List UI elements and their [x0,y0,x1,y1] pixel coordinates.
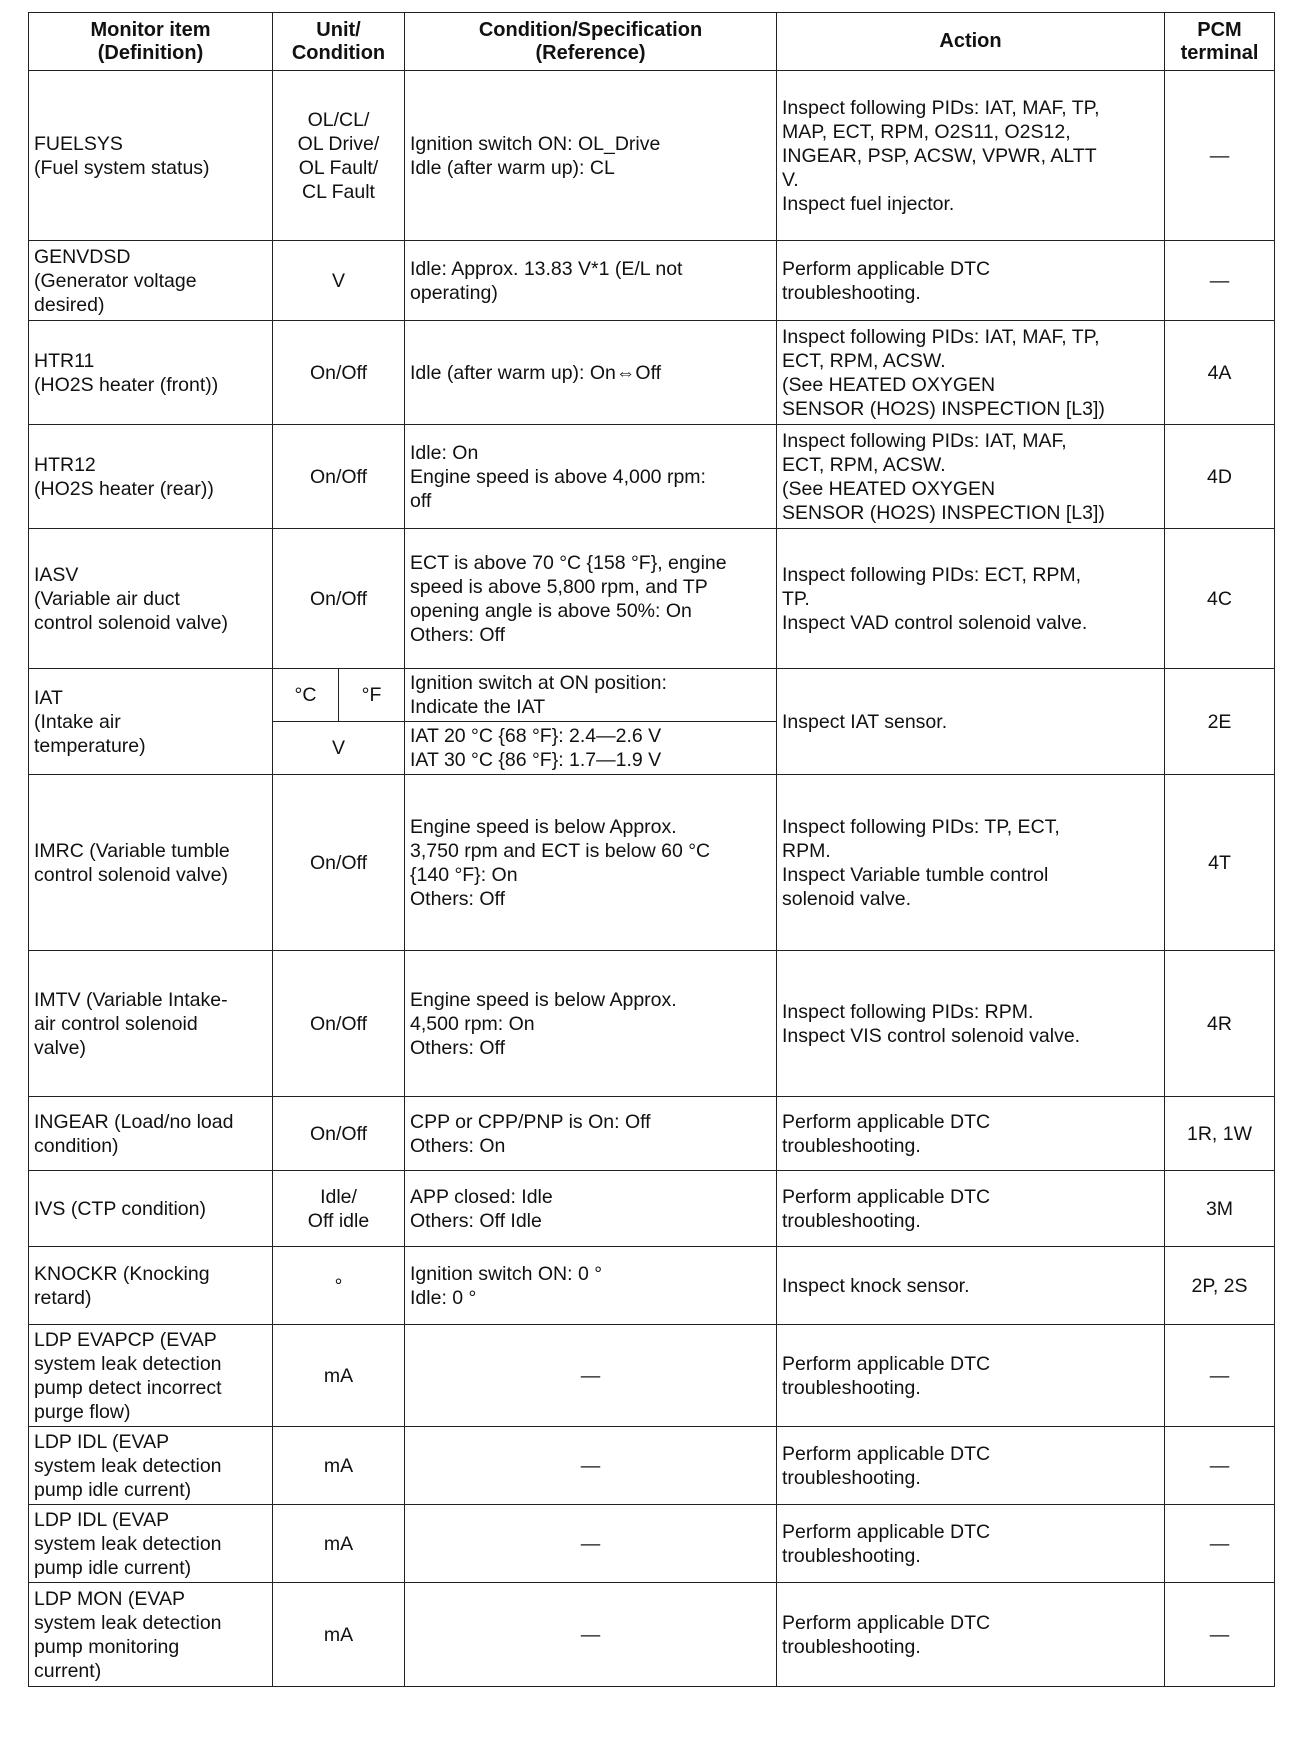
unit-cell: mA [273,1427,405,1505]
action-cell: Perform applicable DTC troubleshooting. [777,1325,1165,1427]
monitor-item-cell: HTR12 (HO2S heater (rear)) [29,425,273,529]
pcm-terminal-cell: — [1165,1325,1275,1427]
document-page [28,12,1274,1687]
unit-cell: ° [273,1247,405,1325]
action-cell: Perform applicable DTC troubleshooting. [777,1505,1165,1583]
condition-cell: Ignition switch at ON position: Indicate the IAT [405,669,777,722]
condition-cell: — [405,1505,777,1583]
pcm-terminal-cell: — [1165,1427,1275,1505]
condition-cell: ECT is above 70 °C {158 °F}, engine speed is above 5,800 rpm, and TP opening angle is above 50%: On Others: Off [405,529,777,669]
condition-cell: Ignition switch ON: OL_Drive Idle (after warm up): CL [405,71,777,241]
table-row [29,241,1275,321]
unit-cell: mA [273,1505,405,1583]
pcm-terminal-cell: 4T [1165,775,1275,951]
action-cell: Inspect knock sensor. [777,1247,1165,1325]
condition-cell: APP closed: Idle Others: Off Idle [405,1171,777,1247]
header-monitor-item: Monitor item (Definition) [29,13,273,71]
action-cell: Perform applicable DTC troubleshooting. [777,1097,1165,1171]
condition-cell: Engine speed is below Approx. 3,750 rpm and ECT is below 60 °C {140 °F}: On Others: Off [405,775,777,951]
pcm-terminal-cell: 2E [1165,669,1275,775]
action-cell: Inspect following PIDs: RPM. Inspect VIS control solenoid valve. [777,951,1165,1097]
monitor-item-cell: IVS (CTP condition) [29,1171,273,1247]
monitor-item-cell: KNOCKR (Knocking retard) [29,1247,273,1325]
condition-cell: Idle: Approx. 13.83 V*1 (E/L not operating) [405,241,777,321]
action-cell: Perform applicable DTC troubleshooting. [777,1427,1165,1505]
pcm-terminal-cell: 3M [1165,1171,1275,1247]
table-row [29,425,1275,529]
pcm-terminal-cell: 4A [1165,321,1275,425]
table-row [29,775,1275,951]
header-pcm-terminal: PCM terminal [1165,13,1275,71]
action-cell: Inspect following PIDs: TP, ECT, RPM. Inspect Variable tumble control solenoid valve. [777,775,1165,951]
pcm-terminal-cell: 4R [1165,951,1275,1097]
unit-cell: On/Off [273,951,405,1097]
table-row [29,71,1275,241]
unit-cell: mA [273,1583,405,1687]
monitor-item-cell: IMTV (Variable Intake- air control solenoid valve) [29,951,273,1097]
condition-cell: CPP or CPP/PNP is On: Off Others: On [405,1097,777,1171]
condition-cell: Engine speed is below Approx. 4,500 rpm: On Others: Off [405,951,777,1097]
table-row [29,1171,1275,1247]
table-row [29,951,1275,1097]
table-row [29,1583,1275,1687]
unit-cell-voltage: V [273,722,405,775]
header-condition-specification: Condition/Specification (Reference) [405,13,777,71]
pcm-terminal-cell: 2P, 2S [1165,1247,1275,1325]
unit-cell-fahrenheit: °F [339,669,405,722]
pcm-terminal-cell: — [1165,241,1275,321]
monitor-item-cell: IMRC (Variable tumble control solenoid valve) [29,775,273,951]
condition-cell: Idle (after warm up): On⇔Off [405,321,777,425]
unit-cell: OL/CL/ OL Drive/ OL Fault/ CL Fault [273,71,405,241]
pcm-terminal-cell: — [1165,1583,1275,1687]
table-row [29,321,1275,425]
monitor-item-cell: FUELSYS (Fuel system status) [29,71,273,241]
monitor-item-cell: IASV (Variable air duct control solenoid valve) [29,529,273,669]
monitor-item-cell: IAT (Intake air temperature) [29,669,273,775]
condition-cell: Idle: On Engine speed is above 4,000 rpm: off [405,425,777,529]
action-cell: Inspect IAT sensor. [777,669,1165,775]
monitor-item-cell: HTR11 (HO2S heater (front)) [29,321,273,425]
table-row [29,1505,1275,1583]
action-cell: Inspect following PIDs: IAT, MAF, TP, ECT, RPM, ACSW. (See HEATED OXYGEN SENSOR (HO2S) INSPECTION [L3]) [777,321,1165,425]
pcm-terminal-cell: — [1165,71,1275,241]
header-action: Action [777,13,1165,71]
monitor-item-cell: LDP MON (EVAP system leak detection pump monitoring current) [29,1583,273,1687]
unit-cell-celsius: °C [273,669,339,722]
unit-cell: On/Off [273,321,405,425]
monitor-spec-table [28,12,1275,1687]
table-row-iat [29,669,1275,722]
unit-cell: On/Off [273,1097,405,1171]
unit-cell: On/Off [273,425,405,529]
pcm-terminal-cell: 1R, 1W [1165,1097,1275,1171]
action-cell: Inspect following PIDs: ECT, RPM, TP. Inspect VAD control solenoid valve. [777,529,1165,669]
table-row [29,1427,1275,1505]
monitor-item-cell: LDP EVAPCP (EVAP system leak detection pump detect incorrect purge flow) [29,1325,273,1427]
monitor-item-cell: GENVDSD (Generator voltage desired) [29,241,273,321]
pcm-terminal-cell: — [1165,1505,1275,1583]
condition-cell: IAT 20 °C {68 °F}: 2.4—2.6 V IAT 30 °C {86 °F}: 1.7—1.9 V [405,722,777,775]
table-row [29,1247,1275,1325]
table-row [29,1325,1275,1427]
action-cell: Inspect following PIDs: IAT, MAF, ECT, RPM, ACSW. (See HEATED OXYGEN SENSOR (HO2S) INSPECTION [L3]) [777,425,1165,529]
action-cell: Perform applicable DTC troubleshooting. [777,1171,1165,1247]
action-cell: Inspect following PIDs: IAT, MAF, TP, MAP, ECT, RPM, O2S11, O2S12, INGEAR, PSP, ACSW, VPWR, ALTT V. Inspect fuel injector. [777,71,1165,241]
condition-cell: — [405,1325,777,1427]
condition-cell: Ignition switch ON: 0 ° Idle: 0 ° [405,1247,777,1325]
unit-cell: On/Off [273,529,405,669]
unit-cell: Idle/ Off idle [273,1171,405,1247]
action-cell: Perform applicable DTC troubleshooting. [777,241,1165,321]
monitor-item-cell: LDP IDL (EVAP system leak detection pump idle current) [29,1427,273,1505]
action-cell: Perform applicable DTC troubleshooting. [777,1583,1165,1687]
unit-cell: On/Off [273,775,405,951]
unit-cell: V [273,241,405,321]
table-row [29,529,1275,669]
condition-cell: — [405,1583,777,1687]
header-row [29,13,1275,71]
pcm-terminal-cell: 4D [1165,425,1275,529]
monitor-item-cell: INGEAR (Load/no load condition) [29,1097,273,1171]
header-unit-condition: Unit/ Condition [273,13,405,71]
condition-cell: — [405,1427,777,1505]
unit-cell: mA [273,1325,405,1427]
table-row [29,1097,1275,1171]
pcm-terminal-cell: 4C [1165,529,1275,669]
monitor-item-cell: LDP IDL (EVAP system leak detection pump idle current) [29,1505,273,1583]
